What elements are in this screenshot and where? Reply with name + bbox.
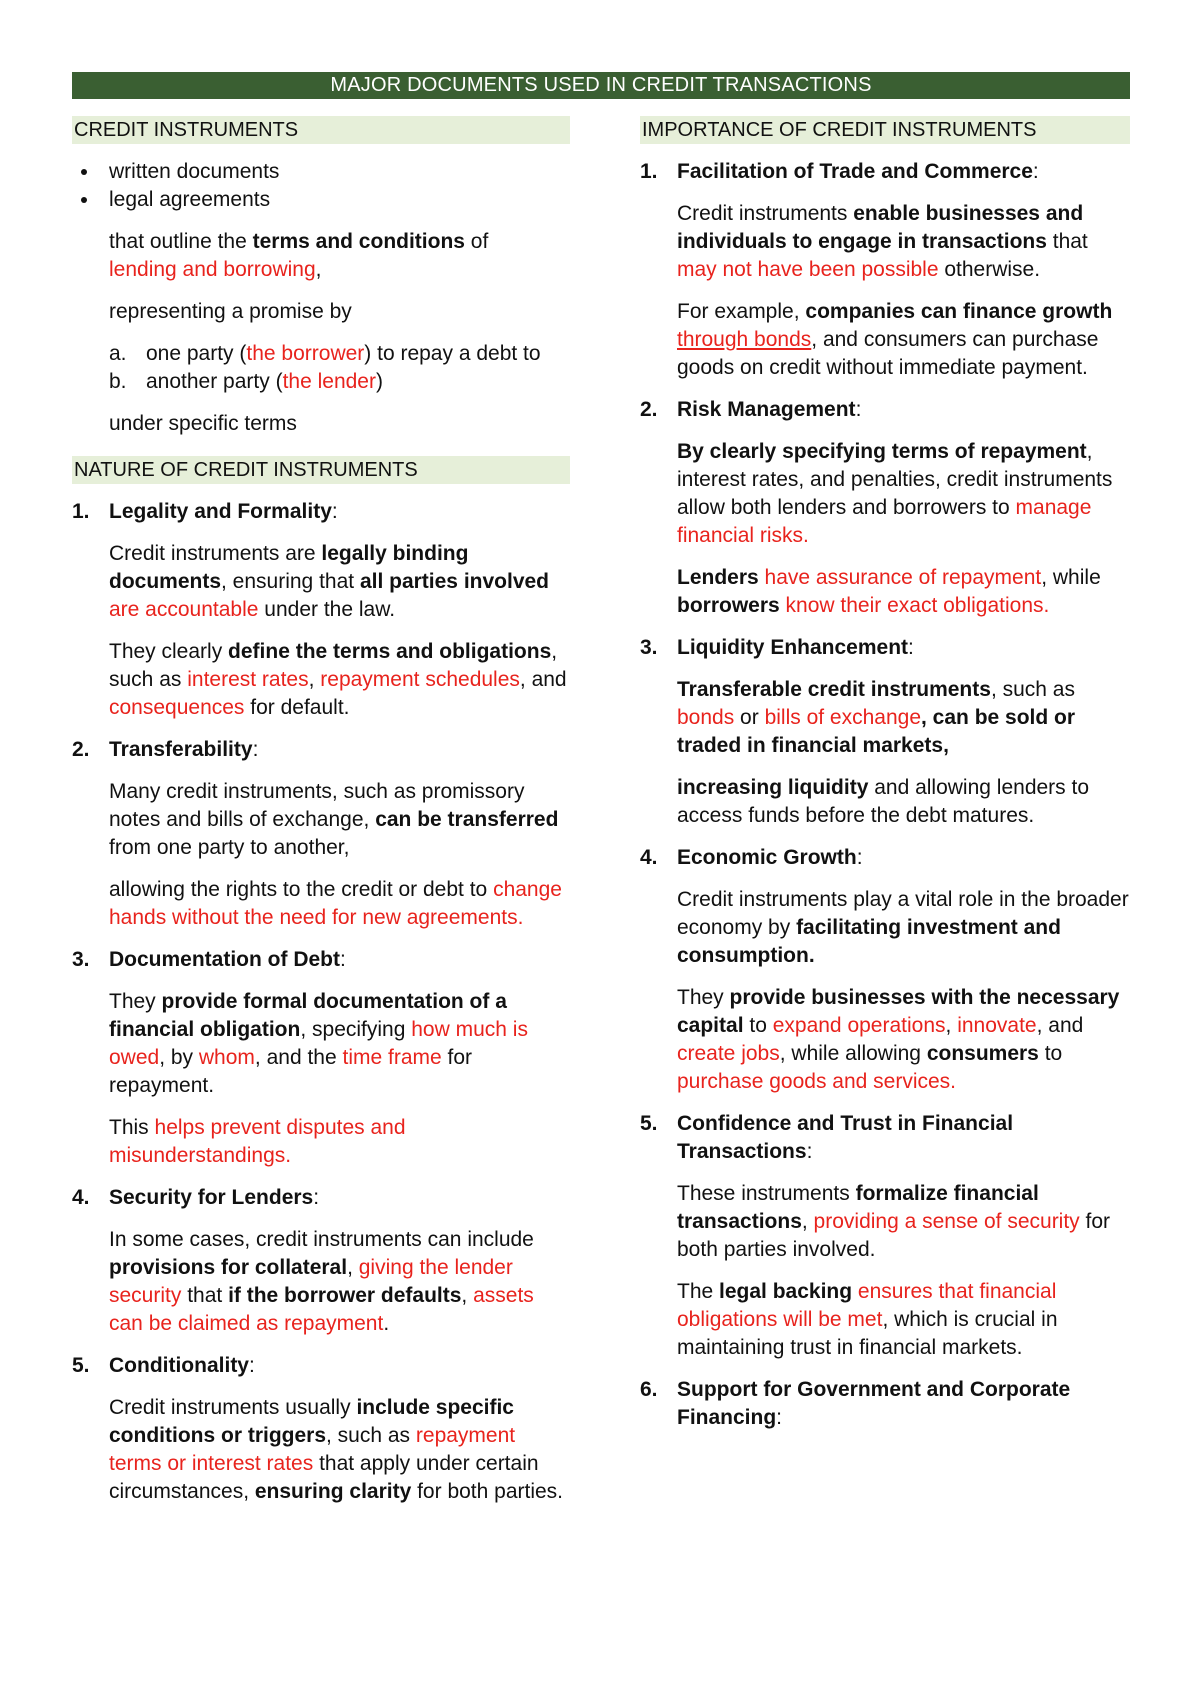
nature-item-3-title: 3. Documentation of Debt: <box>72 948 346 971</box>
nature-item-1-title: 1. Legality and Formality: <box>72 500 338 523</box>
nature-item-2-text-2: allowing the rights to the credit or debt to change hands without the need for new agreements. <box>109 878 562 929</box>
importance-item-1-text-2: For example, companies can finance growth through bonds, and consumers can purchase goods on credit without immediate payment. <box>677 300 1113 379</box>
section-heading-nature: NATURE OF CREDIT INSTRUMENTS <box>72 456 570 484</box>
party-a: a. one party (the borrower) to repay a debt to <box>109 342 541 365</box>
importance-item-2-text-2: Lenders have assurance of repayment, while borrowers know their exact obligations. <box>677 566 1101 617</box>
nature-item-3-text-2: This helps prevent disputes and misunderstandings. <box>109 1116 406 1167</box>
importance-item-1-text: Credit instruments enable businesses and individuals to engage in transactions that may not have been possible otherwise. <box>677 202 1088 281</box>
section-heading-importance: IMPORTANCE OF CREDIT INSTRUMENTS <box>640 116 1130 144</box>
party-b: b. another party (the lender) <box>109 370 383 393</box>
section-heading-credit-instruments: CREDIT INSTRUMENTS <box>72 116 570 144</box>
bullet-item: legal agreements <box>72 186 570 214</box>
nature-item-2-text: Many credit instruments, such as promissory notes and bills of exchange, can be transferred from one party to another, <box>109 780 559 859</box>
importance-item-6-title: 6. Support for Government and Corporate Financing: <box>640 1378 1071 1429</box>
importance-item-4-text: Credit instruments play a vital role in the broader economy by facilitating investment and consumption. <box>677 888 1129 967</box>
importance-item-5-text-2: The legal backing ensures that financial obligations will be met, which is crucial in maintaining trust in financial markets. <box>677 1280 1058 1359</box>
right-column <box>640 116 1130 1432</box>
bullet-item: written documents <box>72 158 570 186</box>
definition-bullets <box>72 158 570 214</box>
nature-item-1-text-2: They clearly define the terms and obligations, such as interest rates, repayment schedules, and consequences for default. <box>109 640 567 719</box>
nature-item-2-title: 2. Transferability: <box>72 738 259 761</box>
importance-item-1-title: 1. Facilitation of Trade and Commerce: <box>640 160 1039 183</box>
nature-item-5-title: 5. Conditionality: <box>72 1354 255 1377</box>
party-list <box>72 340 570 396</box>
importance-item-2-text: By clearly specifying terms of repayment, interest rates, and penalties, credit instruments allow both lenders and borrowers to manage financial risks. <box>677 440 1113 547</box>
importance-item-3-text: Transferable credit instruments, such as bonds or bills of exchange, can be sold or traded in financial markets, <box>677 678 1076 757</box>
importance-item-3-title: 3. Liquidity Enhancement: <box>640 636 914 659</box>
importance-item-4-text-2: They provide businesses with the necessary capital to expand operations, innovate, and create jobs, while allowing consumers to purchase goods and services. <box>677 986 1120 1093</box>
importance-item-2-title: 2. Risk Management: <box>640 398 862 421</box>
page-title: MAJOR DOCUMENTS USED IN CREDIT TRANSACTIONS <box>72 72 1130 99</box>
importance-item-5-text: These instruments formalize financial transactions, providing a sense of security for both parties involved. <box>677 1182 1111 1261</box>
nature-item-4-title: 4. Security for Lenders: <box>72 1186 320 1209</box>
importance-item-3-text-2: increasing liquidity and allowing lenders to access funds before the debt matures. <box>677 776 1090 827</box>
terms-paragraph: under specific terms <box>109 412 297 435</box>
nature-item-4-text: In some cases, credit instruments can include provisions for collateral, giving the lender security that if the borrower defaults, assets can be claimed as repayment. <box>109 1228 534 1335</box>
nature-item-5-text: Credit instruments usually include specific conditions or triggers, such as repayment terms or interest rates that apply under certain circumstances, ensuring clarity for both parties. <box>109 1396 564 1503</box>
nature-item-1-text: Credit instruments are legally binding documents, ensuring that all parties involved are accountable under the law. <box>109 542 550 621</box>
importance-item-4-title: 4. Economic Growth: <box>640 846 863 869</box>
nature-item-3-text: They provide formal documentation of a financial obligation, specifying how much is owed, by whom, and the time frame for repayment. <box>109 990 528 1097</box>
definition-paragraph: that outline the terms and conditions of lending and borrowing, <box>109 230 489 281</box>
left-column <box>72 116 570 1506</box>
importance-item-5-title: 5. Confidence and Trust in Financial Transactions: <box>640 1112 1014 1163</box>
promise-paragraph: representing a promise by <box>109 300 352 323</box>
